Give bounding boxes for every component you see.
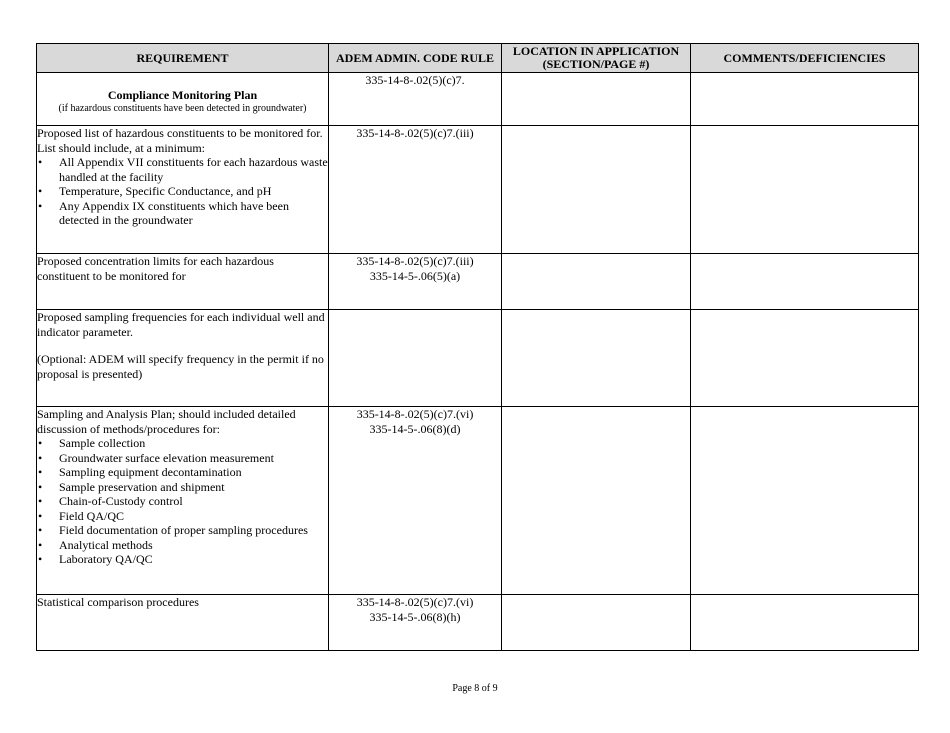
requirement-text: Sampling and Analysis Plan; should included detailed discussion of methods/procedures for: bbox=[37, 407, 296, 436]
table-row bbox=[37, 126, 919, 254]
rule-text: 335-14-8-.02(5)(c)7.(vi) bbox=[356, 407, 474, 421]
requirement-text: Statistical comparison procedures bbox=[37, 595, 199, 609]
requirement-text: Proposed sampling frequencies for each individual well and indicator parameter. bbox=[37, 310, 325, 339]
comments-cell[interactable] bbox=[691, 310, 919, 407]
requirement-note: (Optional: ADEM will specify frequency in the permit if no proposal is presented) bbox=[37, 352, 324, 381]
requirement-cell bbox=[37, 126, 329, 254]
location-cell[interactable] bbox=[502, 595, 691, 651]
section-subtitle: (if hazardous constituents have been detected in groundwater) bbox=[58, 102, 307, 114]
bullet-item: • Groundwater surface elevation measurement bbox=[37, 451, 328, 466]
rule-cell bbox=[329, 310, 502, 407]
rule-cell bbox=[329, 73, 502, 126]
header-location-line2: (SECTION/PAGE #) bbox=[542, 57, 650, 71]
requirement-cell bbox=[37, 254, 329, 310]
bullet-item: • All Appendix VII constituents for each hazardous waste handled at the facility bbox=[37, 155, 328, 184]
bullet-item: • Sample collection bbox=[37, 436, 328, 451]
rule-cell bbox=[329, 254, 502, 310]
table-row bbox=[37, 73, 919, 126]
requirement-bullets bbox=[37, 155, 328, 228]
section-title: Compliance Monitoring Plan bbox=[107, 88, 258, 102]
bullet-item: • Laboratory QA/QC bbox=[37, 552, 328, 567]
rule-text: 335-14-5-.06(8)(h) bbox=[369, 609, 461, 624]
location-cell[interactable] bbox=[502, 73, 691, 126]
table-row bbox=[37, 595, 919, 651]
bullet-item: • Sampling equipment decontamination bbox=[37, 465, 328, 480]
table-row bbox=[37, 254, 919, 310]
requirement-bullets bbox=[37, 436, 328, 567]
rule-cell bbox=[329, 126, 502, 254]
comments-cell[interactable] bbox=[691, 73, 919, 126]
page-number: Page 8 of 9 bbox=[452, 683, 498, 694]
requirement-cell bbox=[37, 73, 329, 126]
rule-text: 335-14-8-.02(5)(c)7. bbox=[365, 73, 465, 87]
requirement-cell bbox=[37, 407, 329, 595]
header-location-line1: LOCATION IN APPLICATION bbox=[512, 44, 680, 58]
rule-text: 335-14-5-.06(8)(d) bbox=[369, 421, 461, 436]
comments-cell[interactable] bbox=[691, 595, 919, 651]
comments-cell[interactable] bbox=[691, 126, 919, 254]
rule-text: 335-14-8-.02(5)(c)7.(iii) bbox=[356, 126, 474, 140]
rule-text: 335-14-5-.06(5)(a) bbox=[369, 268, 461, 283]
bullet-item: • Sample preservation and shipment bbox=[37, 480, 328, 495]
header-location bbox=[502, 44, 691, 73]
bullet-item: • Chain-of-Custody control bbox=[37, 494, 328, 509]
bullet-item: • Analytical methods bbox=[37, 538, 328, 553]
comments-cell[interactable] bbox=[691, 407, 919, 595]
requirement-cell bbox=[37, 595, 329, 651]
bullet-item: • Field documentation of proper sampling procedures bbox=[37, 523, 328, 538]
rule-text: 335-14-8-.02(5)(c)7.(iii) bbox=[356, 254, 474, 268]
rule-text: 335-14-8-.02(5)(c)7.(vi) bbox=[356, 595, 474, 609]
header-comments: COMMENTS/DEFICIENCIES bbox=[691, 44, 919, 73]
location-cell[interactable] bbox=[502, 310, 691, 407]
requirement-text: Proposed list of hazardous constituents to be monitored for. List should include, at a minimum: bbox=[37, 126, 323, 155]
header-requirement: REQUIREMENT bbox=[37, 44, 329, 73]
requirement-cell bbox=[37, 310, 329, 407]
table-row bbox=[37, 310, 919, 407]
comments-cell[interactable] bbox=[691, 254, 919, 310]
bullet-item: • Any Appendix IX constituents which have been detected in the groundwater bbox=[37, 199, 328, 228]
bullet-item: • Temperature, Specific Conductance, and pH bbox=[37, 184, 328, 199]
rule-cell bbox=[329, 407, 502, 595]
location-cell[interactable] bbox=[502, 126, 691, 254]
rule-cell bbox=[329, 595, 502, 651]
requirement-text: Proposed concentration limits for each hazardous constituent to be monitored for bbox=[37, 254, 274, 283]
bullet-item: • Field QA/QC bbox=[37, 509, 328, 524]
header-adem-rule: ADEM ADMIN. CODE RULE bbox=[329, 44, 502, 73]
table-row bbox=[37, 407, 919, 595]
location-cell[interactable] bbox=[502, 407, 691, 595]
requirements-table bbox=[36, 43, 919, 651]
header-row bbox=[37, 44, 919, 73]
location-cell[interactable] bbox=[502, 254, 691, 310]
